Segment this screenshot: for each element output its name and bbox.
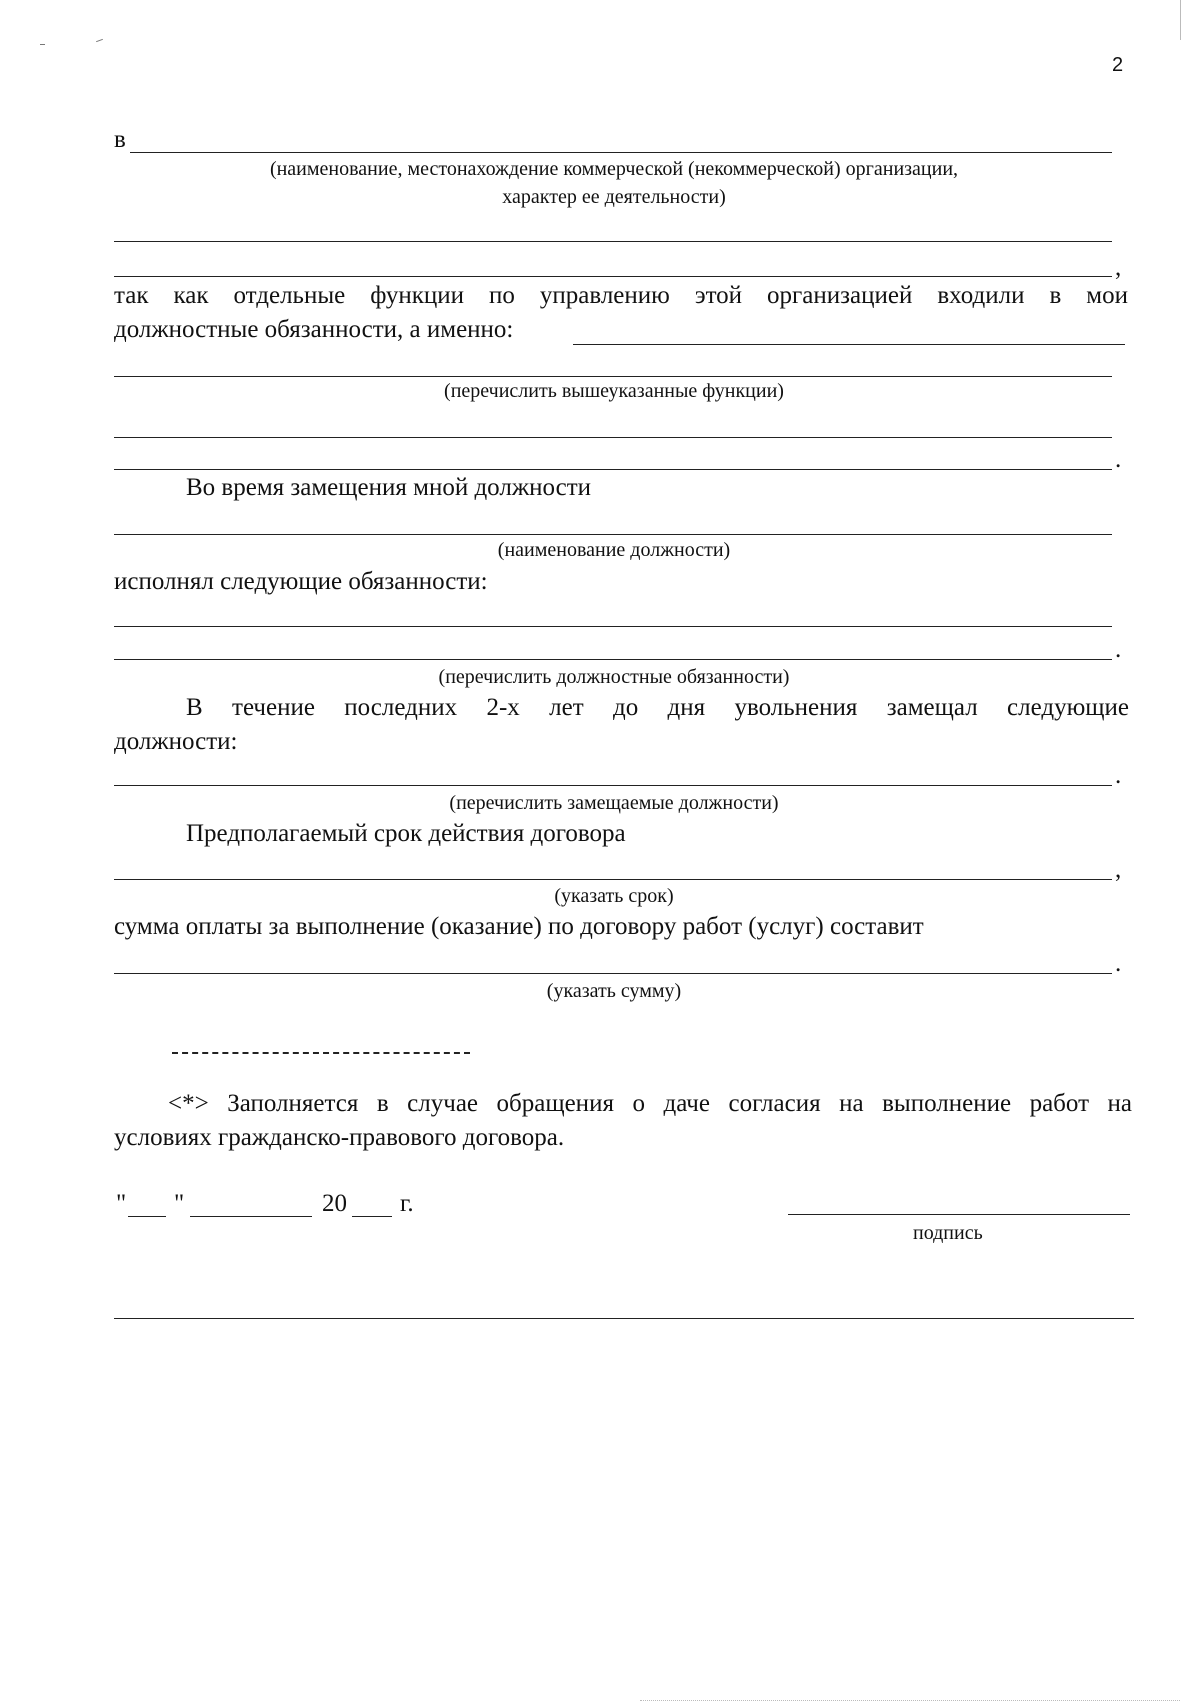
scan-edge-mark [640,1700,1180,1702]
duties-field-2[interactable] [114,659,1112,660]
duties-field-1[interactable] [114,626,1112,627]
duties-period: . [1115,636,1122,663]
footnote-line2: условиях гражданско-правового договора. [114,1124,565,1151]
term-field[interactable] [114,879,1112,880]
position-caption: (наименование должности) [497,539,731,561]
functions-field-2[interactable] [114,437,1112,438]
org-details-comma: , [1115,254,1122,281]
date-month-field[interactable] [190,1216,312,1217]
date-day-field[interactable] [128,1216,166,1217]
sum-caption: (указать сумму) [546,980,682,1002]
sum-field[interactable] [114,973,1112,974]
org-caption-line1: (наименование, местонахождение коммерческой (некоммерческой) организации, [269,158,959,180]
term-comma: , [1115,856,1122,883]
position-intro: Во время замещения мной должности [186,474,592,501]
org-details-field-2[interactable] [114,276,1112,277]
date-year-suffix: г. [400,1190,414,1217]
scan-mark [40,44,45,45]
scan-edge-mark [1180,0,1181,40]
term-intro: Предполагаемый срок действия договора [186,820,626,847]
duties-caption: (перечислить должностные обязанности) [438,666,790,688]
functions-text-line1: так как отдельные функции по управлению этой организацией входили в мои [114,282,1128,309]
signature-caption: подпись [913,1222,983,1244]
date-year-field[interactable] [352,1216,392,1217]
functions-field-inline[interactable] [573,344,1125,345]
functions-field-1[interactable] [114,376,1112,377]
footnote-line1: <*> Заполняется в случае обращения о даче согласия на выполнение работ на [168,1090,1132,1117]
sum-intro: сумма оплаты за выполнение (оказание) по договору работ (услуг) составит [114,913,924,940]
date-quote-close: " [174,1190,185,1217]
term-caption: (указать срок) [554,885,674,907]
org-details-field-1[interactable] [114,241,1112,242]
previous-text-line2: должности: [114,728,238,755]
sum-period: . [1115,950,1122,977]
org-name-field[interactable] [130,152,1112,153]
functions-text-line2: должностные обязанности, а именно: [114,316,514,343]
functions-caption: (перечислить вышеуказанные функции) [444,380,784,402]
page-number: 2 [1112,54,1124,76]
org-caption-line2: характер ее деятельности) [502,186,726,208]
org-prefix: в [114,126,126,153]
position-field[interactable] [114,534,1112,535]
duties-intro: исполнял следующие обязанности: [114,568,488,595]
previous-text-line1: В течение последних 2-х лет до дня увольнения замещал следующие [186,694,1129,721]
footnote-separator [172,1052,470,1054]
signature-field[interactable] [788,1214,1130,1215]
functions-field-3[interactable] [114,469,1112,470]
previous-caption: (перечислить замещаемые должности) [449,792,779,814]
previous-field[interactable] [114,785,1112,786]
bottom-rule [114,1318,1134,1319]
functions-period: . [1115,446,1122,473]
date-quote-open: " [116,1190,127,1217]
scan-mark [96,39,103,42]
previous-period: . [1115,762,1122,789]
date-year-prefix: 20 [322,1190,347,1217]
